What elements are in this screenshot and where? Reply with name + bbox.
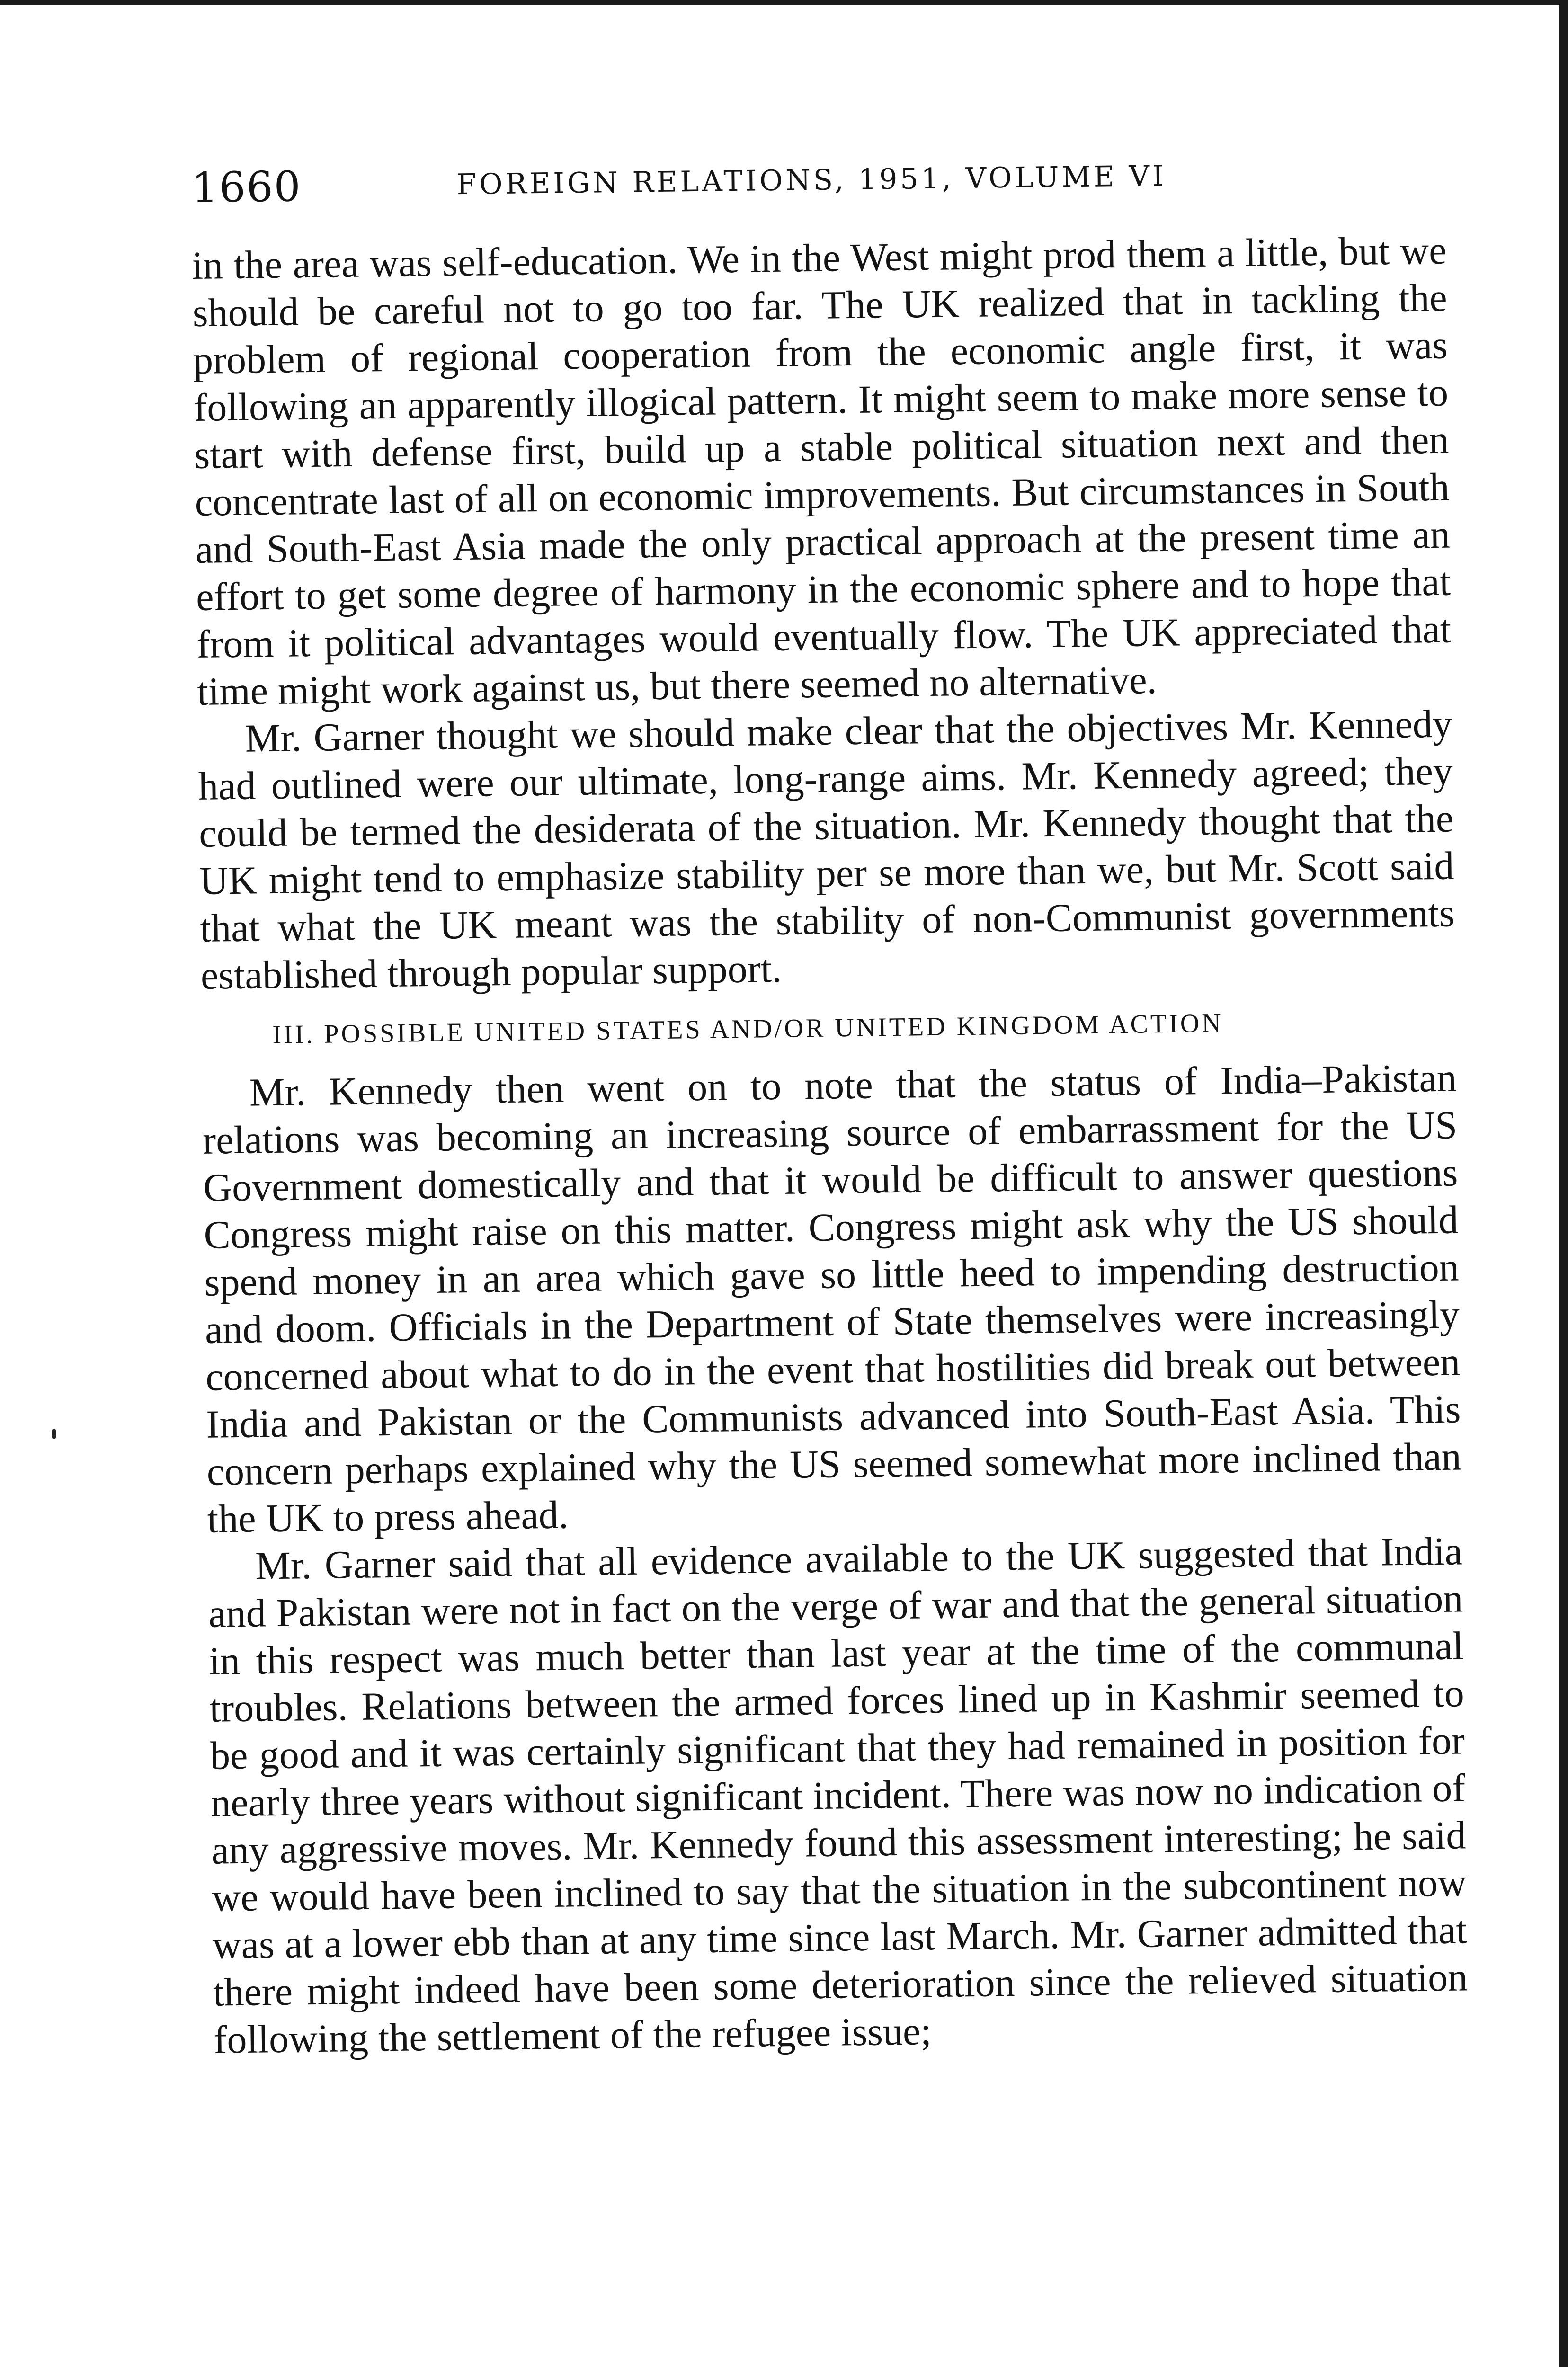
page-number: 1660 <box>191 162 302 212</box>
section-heading: III. POSSIBLE UNITED STATES AND/OR UNITED KINGDOM ACTION <box>272 1008 1224 1050</box>
body-text <box>192 227 1469 2064</box>
paragraph: Mr. Garner said that all evidence available to the UK suggested that India and Pakistan were not in fact on the verge of war and that the general situation in this respect was much better than last year at the time of the communal troubles. Relations between the armed forces lined up in Kashmir seemed to be good and it was certainly significant that they had remained in position for nearly three years without significant incident. There was now no indication of any aggressive moves. Mr. Kennedy found this assessment interesting; he said we would have been inclined to say that the situation in the subcontinent now was at a lower ebb than at any time since last March. Mr. Garner admitted that there might indeed have been some deterioration since the relieved situation following the settlement of the refugee issue; <box>208 1529 1468 2062</box>
running-head: FOREIGN RELATIONS, 1951, VOLUME VI <box>456 159 1167 202</box>
stray-ink-mark <box>52 1429 56 1439</box>
paragraph-continued: in the area was self-education. We in the West might prod them a little, but we should be careful not to go too far. The UK realized that in tackling the problem of regional cooperation from the economic angle first, it was following an apparently illogical pattern. It might seem to make more sense to start with defense first, build up a stable political situation next and then concentrate last of all on economic improvements. But circumstances in South and South-East Asia made the only practical approach at the present time an effort to get some degree of harmony in the economic sphere and to hope that from it political advantages would eventually flow. The UK appreciated that time might work against us, but there seemed no alternative. <box>192 228 1452 714</box>
paragraph: Mr. Kennedy then went on to note that the status of India–Pakistan relations was becoming an increasing source of embarrassment for the US Government domestically and that it would be difficult to answer questions Congress might raise on this matter. Congress might ask why the US should spend money in an area which gave so little heed to impending destruction and doom. Officials in the Department of State themselves were increasingly concerned about what to do in the event that hostilities did break out between India and Pakistan or the Communists advanced into South-East Asia. This concern perhaps explained why the US seemed somewhat more inclined than the UK to press ahead. <box>202 1056 1462 1541</box>
paragraph: Mr. Garner thought we should make clear that the objectives Mr. Kennedy had outlined were our ultimate, long-range aims. Mr. Kennedy agreed; they could be termed the desiderata of the situation. Mr. Kennedy thought that the UK might tend to emphasize stability per se more than we, but Mr. Scott said that what the UK meant was the stability of non-Communist governments established through popular support. <box>198 702 1455 998</box>
scan-right-border <box>1559 0 1568 2367</box>
page-header <box>191 146 1470 214</box>
scan-top-border <box>0 0 1568 5</box>
